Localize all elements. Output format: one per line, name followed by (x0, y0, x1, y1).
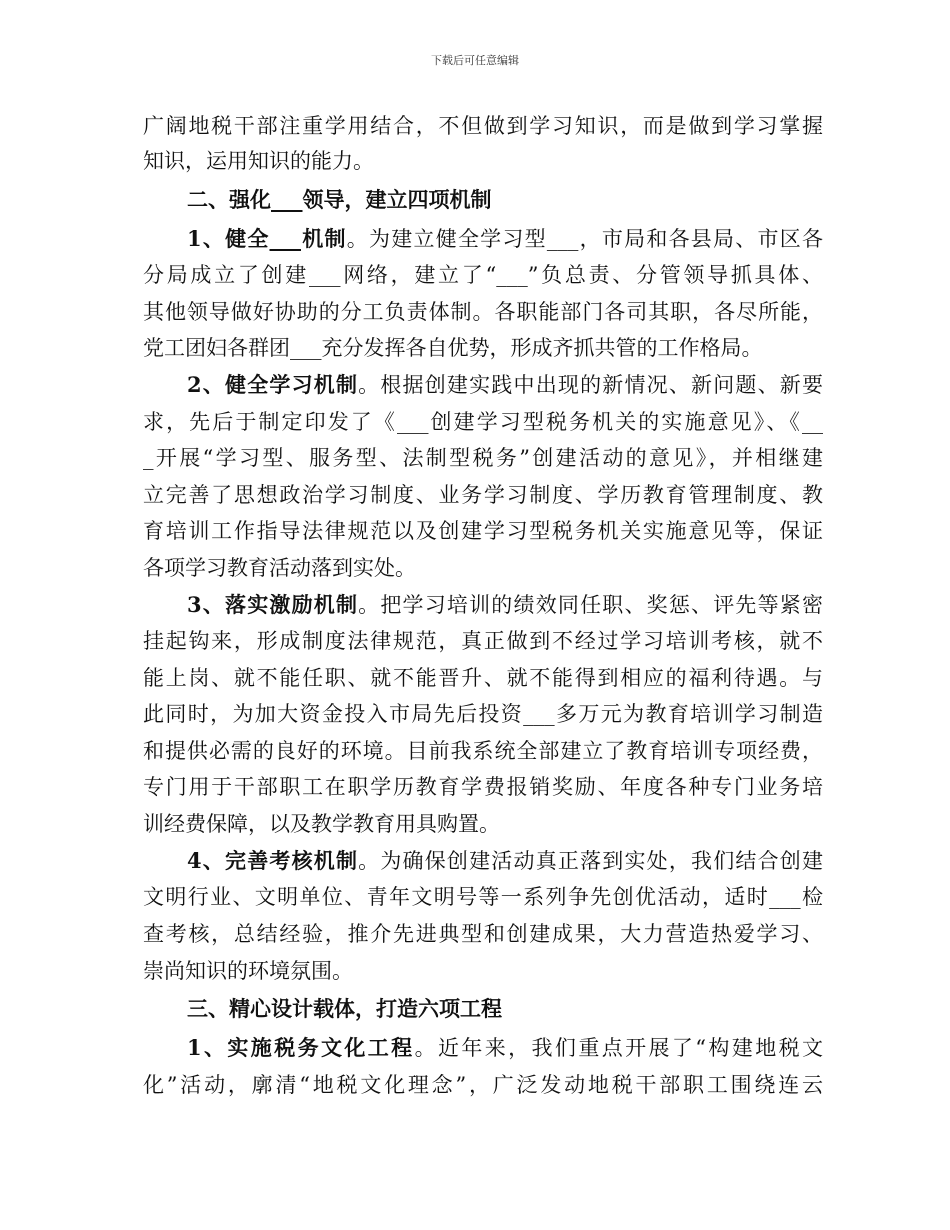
paragraph-text: 。近年来，我们重点开展了“构建地税文 (414, 1036, 823, 1060)
text-line: 和提供必需的良好的环境。目前我系统全部建立了教育培训专项经费， (143, 739, 823, 763)
text-line: 立完善了思想政治学习制度、业务学习制度、学历教育管理制度、教 (143, 483, 823, 507)
section-heading: 三、精心设计载体，打造六项工程 (187, 996, 502, 1021)
paragraph-first-line (187, 847, 823, 875)
text-line: 广阔地税干部注重学用结合，不但做到学习知识，而是做到学习掌握 (143, 114, 823, 138)
paragraph-text: 。为建立健全学习型___，市局和各县局、市区各 (346, 227, 823, 251)
text-line: 文明行业、文明单位、青年文明号等一系列争先创优活动，适时___检 (143, 885, 823, 909)
section-heading: 二、强化___领导，建立四项机制 (187, 187, 492, 212)
paragraph-lead: 4、完善考核机制 (187, 848, 359, 873)
paragraph-first-line (187, 1034, 823, 1062)
text-line: 其他领导做好协助的分工负责体制。各职能部门各司其职，各尽所能， (143, 300, 823, 324)
text-line: 能上岗、就不能任职、就不能晋升、就不能得到相应的福利待遇。与 (143, 666, 823, 690)
text-line: _开展“学习型、服务型、法制型税务”创建活动的意见》，并相继建 (143, 446, 823, 470)
text-line: 挂起钩来，形成制度法律规范，真正做到不经过学习培训考核，就不 (143, 629, 823, 653)
paragraph-text: 。根据创建实践中出现的新情况、新问题、新要 (358, 373, 823, 397)
paragraph-lead: 3、落实激励机制 (187, 592, 359, 617)
paragraph-text: 。把学习培训的绩效同任职、奖惩、评先等紧密 (358, 593, 823, 617)
text-line: 分局成立了创建___网络，建立了“___”负总责、分管领导抓具体、 (143, 263, 823, 287)
paragraph-first-line (187, 371, 823, 399)
paragraph-first-line (187, 591, 823, 619)
text-line: 育培训工作指导法律规范以及创建学习型税务机关实施意见等，保证 (143, 519, 823, 543)
text-line: 训经费保障，以及教学教育用具购置。 (143, 812, 500, 836)
text-line: 崇尚知识的环境氛围。 (143, 959, 353, 983)
text-line: 查考核，总结经验，推介先进典型和创建成果，大力营造热爱学习、 (143, 922, 823, 946)
paragraph-lead: 1、健全___机制 (187, 226, 347, 251)
text-line: 党工团妇各群团___充分发挥各自优势，形成齐抓共管的工作格局。 (143, 336, 763, 360)
text-line: 化”活动，廓清“地税文化理念”，广泛发动地税干部职工围绕连云 (143, 1073, 823, 1097)
paragraph-lead: 2、健全学习机制 (187, 372, 359, 397)
text-line: 各项学习教育活动落到实处。 (143, 556, 416, 580)
text-line: 求，先后于制定印发了《___创建学习型税务机关的实施意见》、《__ (143, 410, 823, 434)
paragraph-lead: 1、实施税务文化工程 (187, 1035, 415, 1060)
page-header: 下载后可任意编辑 (431, 54, 519, 67)
paragraph-text: 。为确保创建活动真正落到实处，我们结合创建 (358, 849, 823, 873)
text-line: 知识，运用知识的能力。 (143, 149, 374, 173)
text-line: 此同时，为加大资金投入市局先后投资___多万元为教育培训学习制造 (143, 702, 823, 726)
text-line: 专门用于干部职工在职学历教育学费报销奖励、年度各种专门业务培 (143, 775, 823, 799)
paragraph-first-line (187, 225, 823, 253)
